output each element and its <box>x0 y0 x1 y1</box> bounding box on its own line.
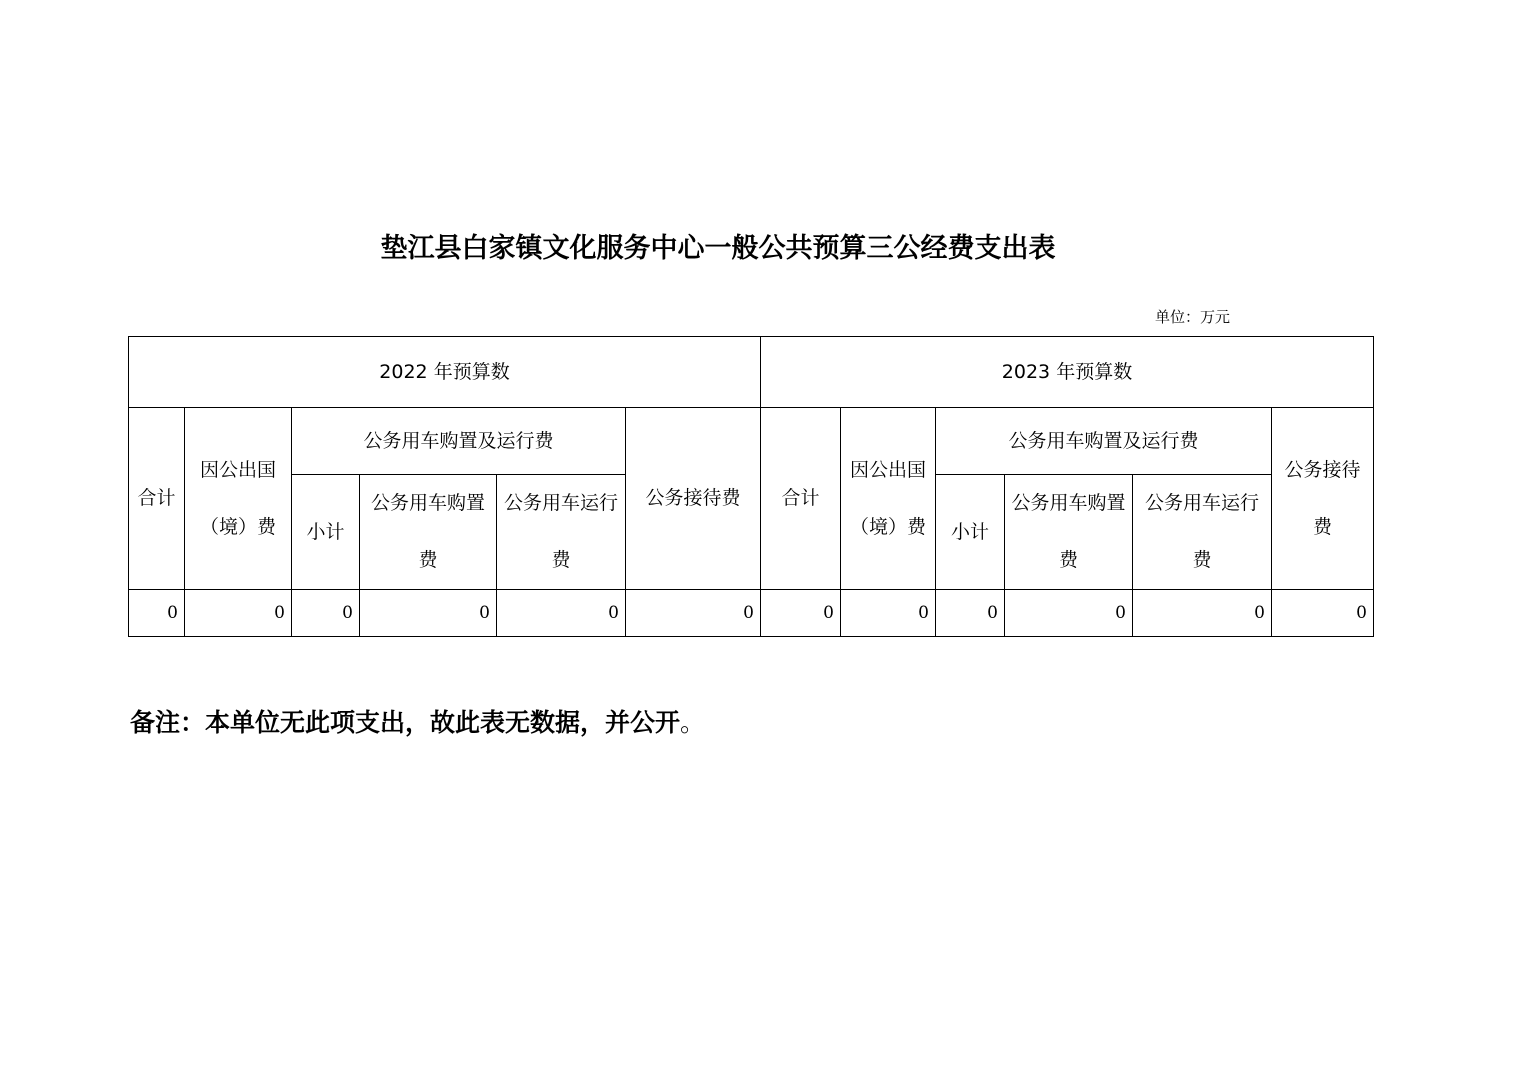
unit-label: 单位：万元 <box>1155 308 1231 326</box>
year-2023-header: 2023 年预算数 <box>761 337 1374 408</box>
col-2023-reception: 公务接待费 <box>1272 408 1374 590</box>
cell-2023-vehicle-operation: 0 <box>1133 590 1272 637</box>
cell-2022-total: 0 <box>129 590 185 637</box>
cell-2023-reception: 0 <box>1272 590 1374 637</box>
col-2022-vehicle-operation: 公务用车运行费 <box>497 475 626 590</box>
col-2022-abroad: 因公出国（境）费 <box>185 408 292 590</box>
cell-2023-total: 0 <box>761 590 841 637</box>
cell-2023-subtotal: 0 <box>936 590 1005 637</box>
page-title: 垫江县白家镇文化服务中心一般公共预算三公经费支出表 <box>380 233 1056 264</box>
col-2022-reception: 公务接待费 <box>626 408 761 590</box>
cell-2022-subtotal: 0 <box>292 590 360 637</box>
remark-text: 备注：本单位无此项支出，故此表无数据，并公开 <box>130 708 681 737</box>
col-2023-vehicle-group: 公务用车购置及运行费 <box>936 408 1272 475</box>
year-2022-header: 2022 年预算数 <box>129 337 761 408</box>
col-2023-total: 合计 <box>761 408 841 590</box>
col-2023-subtotal: 小计 <box>936 475 1005 590</box>
cell-2022-vehicle-purchase: 0 <box>360 590 497 637</box>
col-2023-abroad: 因公出国（境）费 <box>841 408 936 590</box>
cell-2023-vehicle-purchase: 0 <box>1005 590 1133 637</box>
table-row <box>129 590 1374 637</box>
budget-table <box>128 336 1374 637</box>
col-2023-vehicle-operation: 公务用车运行费 <box>1133 475 1272 590</box>
cell-2022-reception: 0 <box>626 590 761 637</box>
remark-period: 。 <box>680 708 706 737</box>
col-2022-subtotal: 小计 <box>292 475 360 590</box>
col-2022-total: 合计 <box>129 408 185 590</box>
cell-2022-abroad: 0 <box>185 590 292 637</box>
col-2022-vehicle-group: 公务用车购置及运行费 <box>292 408 626 475</box>
cell-2023-abroad: 0 <box>841 590 936 637</box>
col-2022-vehicle-purchase: 公务用车购置费 <box>360 475 497 590</box>
cell-2022-vehicle-operation: 0 <box>497 590 626 637</box>
col-2023-vehicle-purchase: 公务用车购置费 <box>1005 475 1133 590</box>
remark-note <box>130 703 705 743</box>
